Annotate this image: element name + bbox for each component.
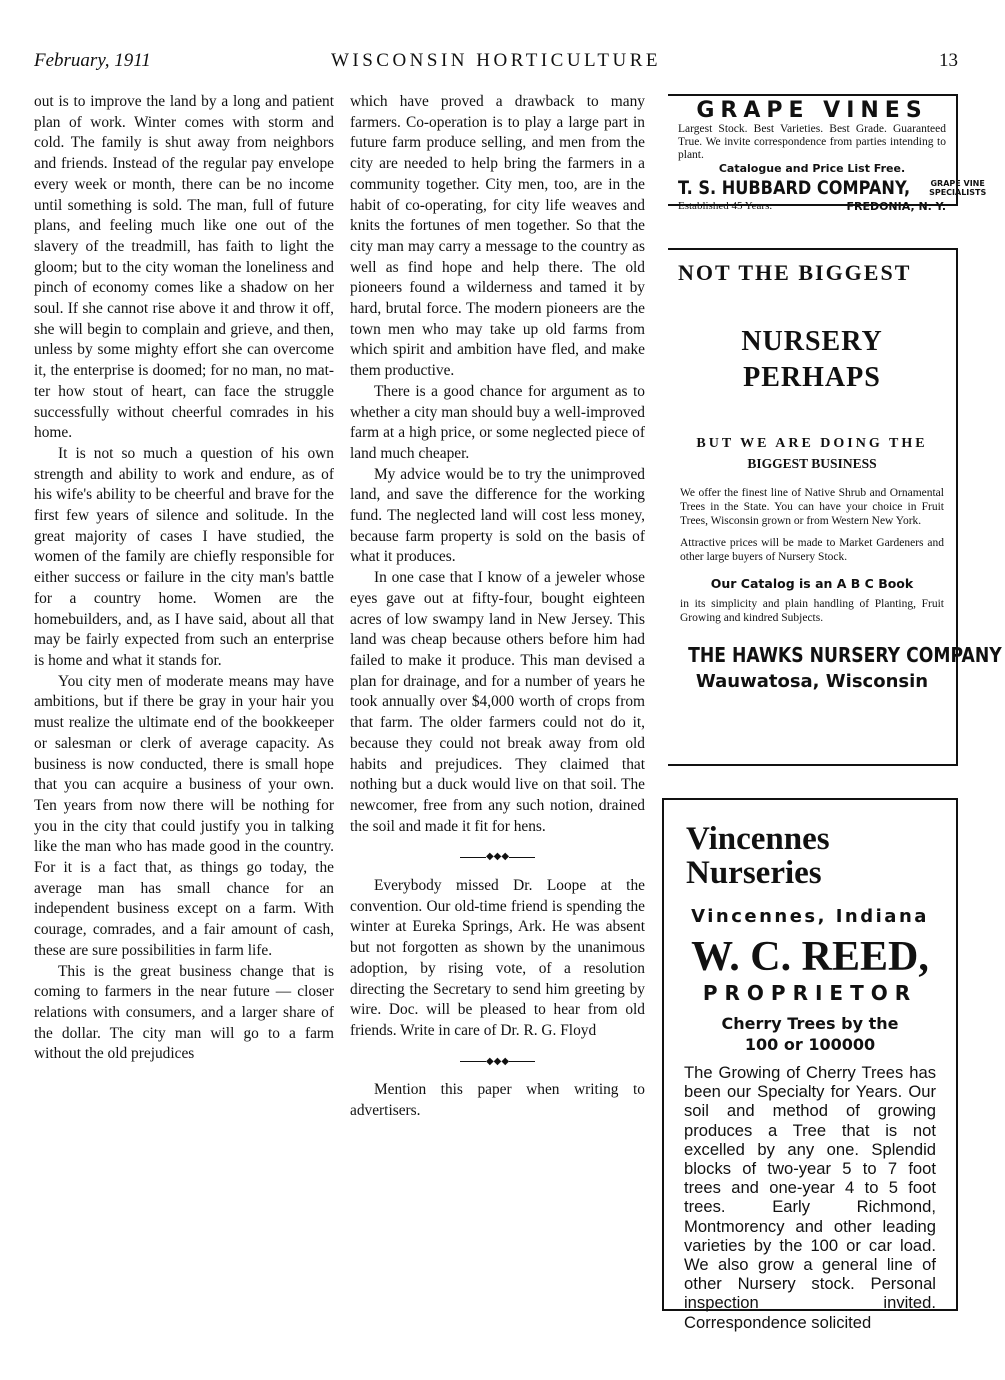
ad-subheading: BUT WE ARE DOING THE xyxy=(696,436,928,451)
cherry-line-2: 100 or 100000 xyxy=(744,1035,876,1054)
ad-proprietor-title: PROPRIETOR xyxy=(702,981,918,1005)
article-paragraph: You city men of moderate means may have ambitions, but if there be gray in your hair you must realize the ultimate end of the bookkeeper or salesman or clerk of average capacity. As business is now conducted, there is small hope that you can acquire a business of your own. Ten years from now there will be nothing for you in the city that could justify you in talking like the man who has made good in the country. For it is a fact that, as things go today, the average man has small chance for an independent business except on a farm. With courage, comrades, and a fair amount of cash, these are sure possibilities in farm life. xyxy=(34,672,334,959)
ad-big-line-2: PERHAPS xyxy=(743,362,881,393)
ad-specialists-label xyxy=(929,179,986,197)
ad-city: Wauwatosa, Wisconsin xyxy=(695,671,929,692)
ad-text: We offer the finest line of Native Shrub and Ornamental Trees in the State. You can have your choice in Fruit Trees, Wisconsin grown or from Western New York. xyxy=(680,487,944,527)
article-paragraph: In one case that I know of a jeweler whose eyes gave out at fifty-four, bought eighteen acres of low swampy land in New Jersey. This land was cheap because others before him had failed to make it produce. This man devised a plan for drainage, and for a number of years he took annually over $4,000 worth of crops from that farm. The older farmers could not do it, because they could not break away from old habits and prejudices. They claimed that nothing but a duck would live on that soil. The newcomer, free from any such notion, drained the soil and made it fit for hens. xyxy=(350,569,645,835)
ad-catalogue-note: Catalogue and Price List Free. xyxy=(718,162,906,175)
ad-catalog-line: Our Catalog is an A B C Book xyxy=(710,576,914,591)
ad-text: The Growing of Cherry Trees has been our Specialty for Years. Our soil and method of growing produces a Tree that is not excelled by any one. Splendid blocks of two-year 5 to 7 foot trees and one-year 4 to 5 foot trees. Early Richmond, Montmorency and other leading varieties by the 100 or car load. We also grow a general line of other Nursery stock. Personal inspection invited. Correspondence solicited xyxy=(684,1063,936,1332)
loope-note: Everybody missed Dr. Loope at the convention. Our old-time friend is spending the winter at Eureka Springs, Ark. He was absent but not forgotten as shown by the unanimous adoption, by rising vote, of a resolution directing the Secretary to send him greeting by wire. Doc. will be pleased to hear from old friends. Write in care of Dr. R. G. Floyd xyxy=(350,877,645,1039)
cherry-line-1: Cherry Trees by the xyxy=(721,1014,899,1033)
ad-title-line-2: Nurseries xyxy=(686,855,822,891)
ad-subheading-2: BIGGEST BUSINESS xyxy=(747,456,877,471)
ad-location: Vincennes, Indiana xyxy=(691,906,929,927)
grape-vines-ad xyxy=(668,94,987,213)
ad-location: FREDONIA, N. Y. xyxy=(846,200,946,213)
ad-text: Attractive prices will be made to Market Gardeners and other large buyers of Nursery Stock. xyxy=(680,537,944,563)
ad-company-name: T. S. HUBBARD COMPANY, xyxy=(678,177,911,199)
article-column-left xyxy=(34,92,334,1065)
ad-company-name: THE HAWKS NURSERY COMPANY xyxy=(688,643,1002,667)
article-column-middle xyxy=(350,92,645,1122)
ad-headline: NOT THE BIGGEST xyxy=(678,260,912,285)
page-number: 13 xyxy=(939,50,958,71)
ad-title-line-1: Vincennes xyxy=(686,821,830,857)
specialists-line-1: GRAPE VINE xyxy=(930,179,985,188)
vincennes-nurseries-ad xyxy=(662,798,958,1332)
ad-big-line-1: NURSERY xyxy=(741,326,883,357)
ad-headline xyxy=(664,800,956,890)
specialists-line-2: SPECIALISTS xyxy=(929,188,987,197)
ad-headline: GRAPE VINES xyxy=(696,98,928,123)
article-paragraph: This is the great business change that is coming to farmers in the near future — closer relations with consumers, and a larger share of the dollar. The city man will go to a farm without the old prejudices xyxy=(34,962,334,1063)
ad-cherry-offer xyxy=(664,1013,956,1055)
advertisers-notice: Mention this paper when writing to advertisers. xyxy=(350,1081,645,1120)
journal-title: WISCONSIN HORTICULTURE xyxy=(330,50,662,71)
article-paragraph: It is not so much a question of his own strength and ability to work and endure, as of his wife's ability to be cheerful and brave for the first few years of silence and solitude. In the great majority of cases I have studied, the women of the family are chiefly responsible for either success or failure in the city man's battle for a country home. Women are the homebuilders, and, as I have said, about all that may be fairly expected from such an enterprise is home and what it stands for. xyxy=(34,444,334,669)
section-divider-ornament: ◆◆◆ xyxy=(350,847,645,868)
ad-body: Largest Stock. Best Varieties. Best Grade. Guaranteed True. We invite correspondence from parties intending to plant. xyxy=(678,123,946,161)
issue-date: February, 1911 xyxy=(34,50,151,71)
ad-text: in its simplicity and plain handling of Planting, Fruit Growing and kindred Subjects. xyxy=(680,598,944,624)
article-paragraph: My advice would be to try the unimproved land, and save the difference for the working fund. The neglected land will cost less money, because farm property is sold on the basis of what it produces. xyxy=(350,465,645,566)
article-paragraph: out is to improve the land by a long and patient plan of work. Winter comes with storm and cold. The family is shut away from neighbors and friends. Instead of the regular pay envelope every week or month, there can be no income until something is sold. The man, full of future plans, and feeling much like one out of the slavery of the treadmill, has faith to light the gloom; but to the city woman the loneliness and pinch of economy comes like a shadow on her soul. If she cannot rise above it and throw it off, she will begin to complain and grieve, and then, unless by some mighty effort she can overcome it, the enterprise is doomed; for no man, no matter how stout of heart, can face the struggle successfully without cheerful comrades in his home. xyxy=(34,93,334,442)
hawks-nursery-ad xyxy=(668,248,1002,766)
page-header xyxy=(34,50,958,74)
section-divider-ornament: ◆◆◆ xyxy=(350,1052,645,1073)
ad-proprietor-name: W. C. REED, xyxy=(691,934,929,980)
article-paragraph: which have proved a drawback to many farmers. Co-operation is to play a large part in future farm produce selling, and men from the city are needed to help bring the farmers in a community together. City men, too, are in the habit of co-operating, for city life weaves and knits the fortunes of men together. So that the city man may carry a message to the country as well as find hope and help there. The old pioneers found a wilderness and tamed it by hard, brutal force. The modern pioneers are the town men who may take up old farms from which spirit and ambition have fled, and make them productive. xyxy=(350,93,645,380)
ad-established: Established 45 Years. xyxy=(678,200,773,212)
ad-big-text xyxy=(668,324,956,396)
article-paragraph: There is a good chance for argument as to whether a city man should buy a well-improved farm at a high price, or some neglected piece of land much cheaper. xyxy=(350,382,645,462)
